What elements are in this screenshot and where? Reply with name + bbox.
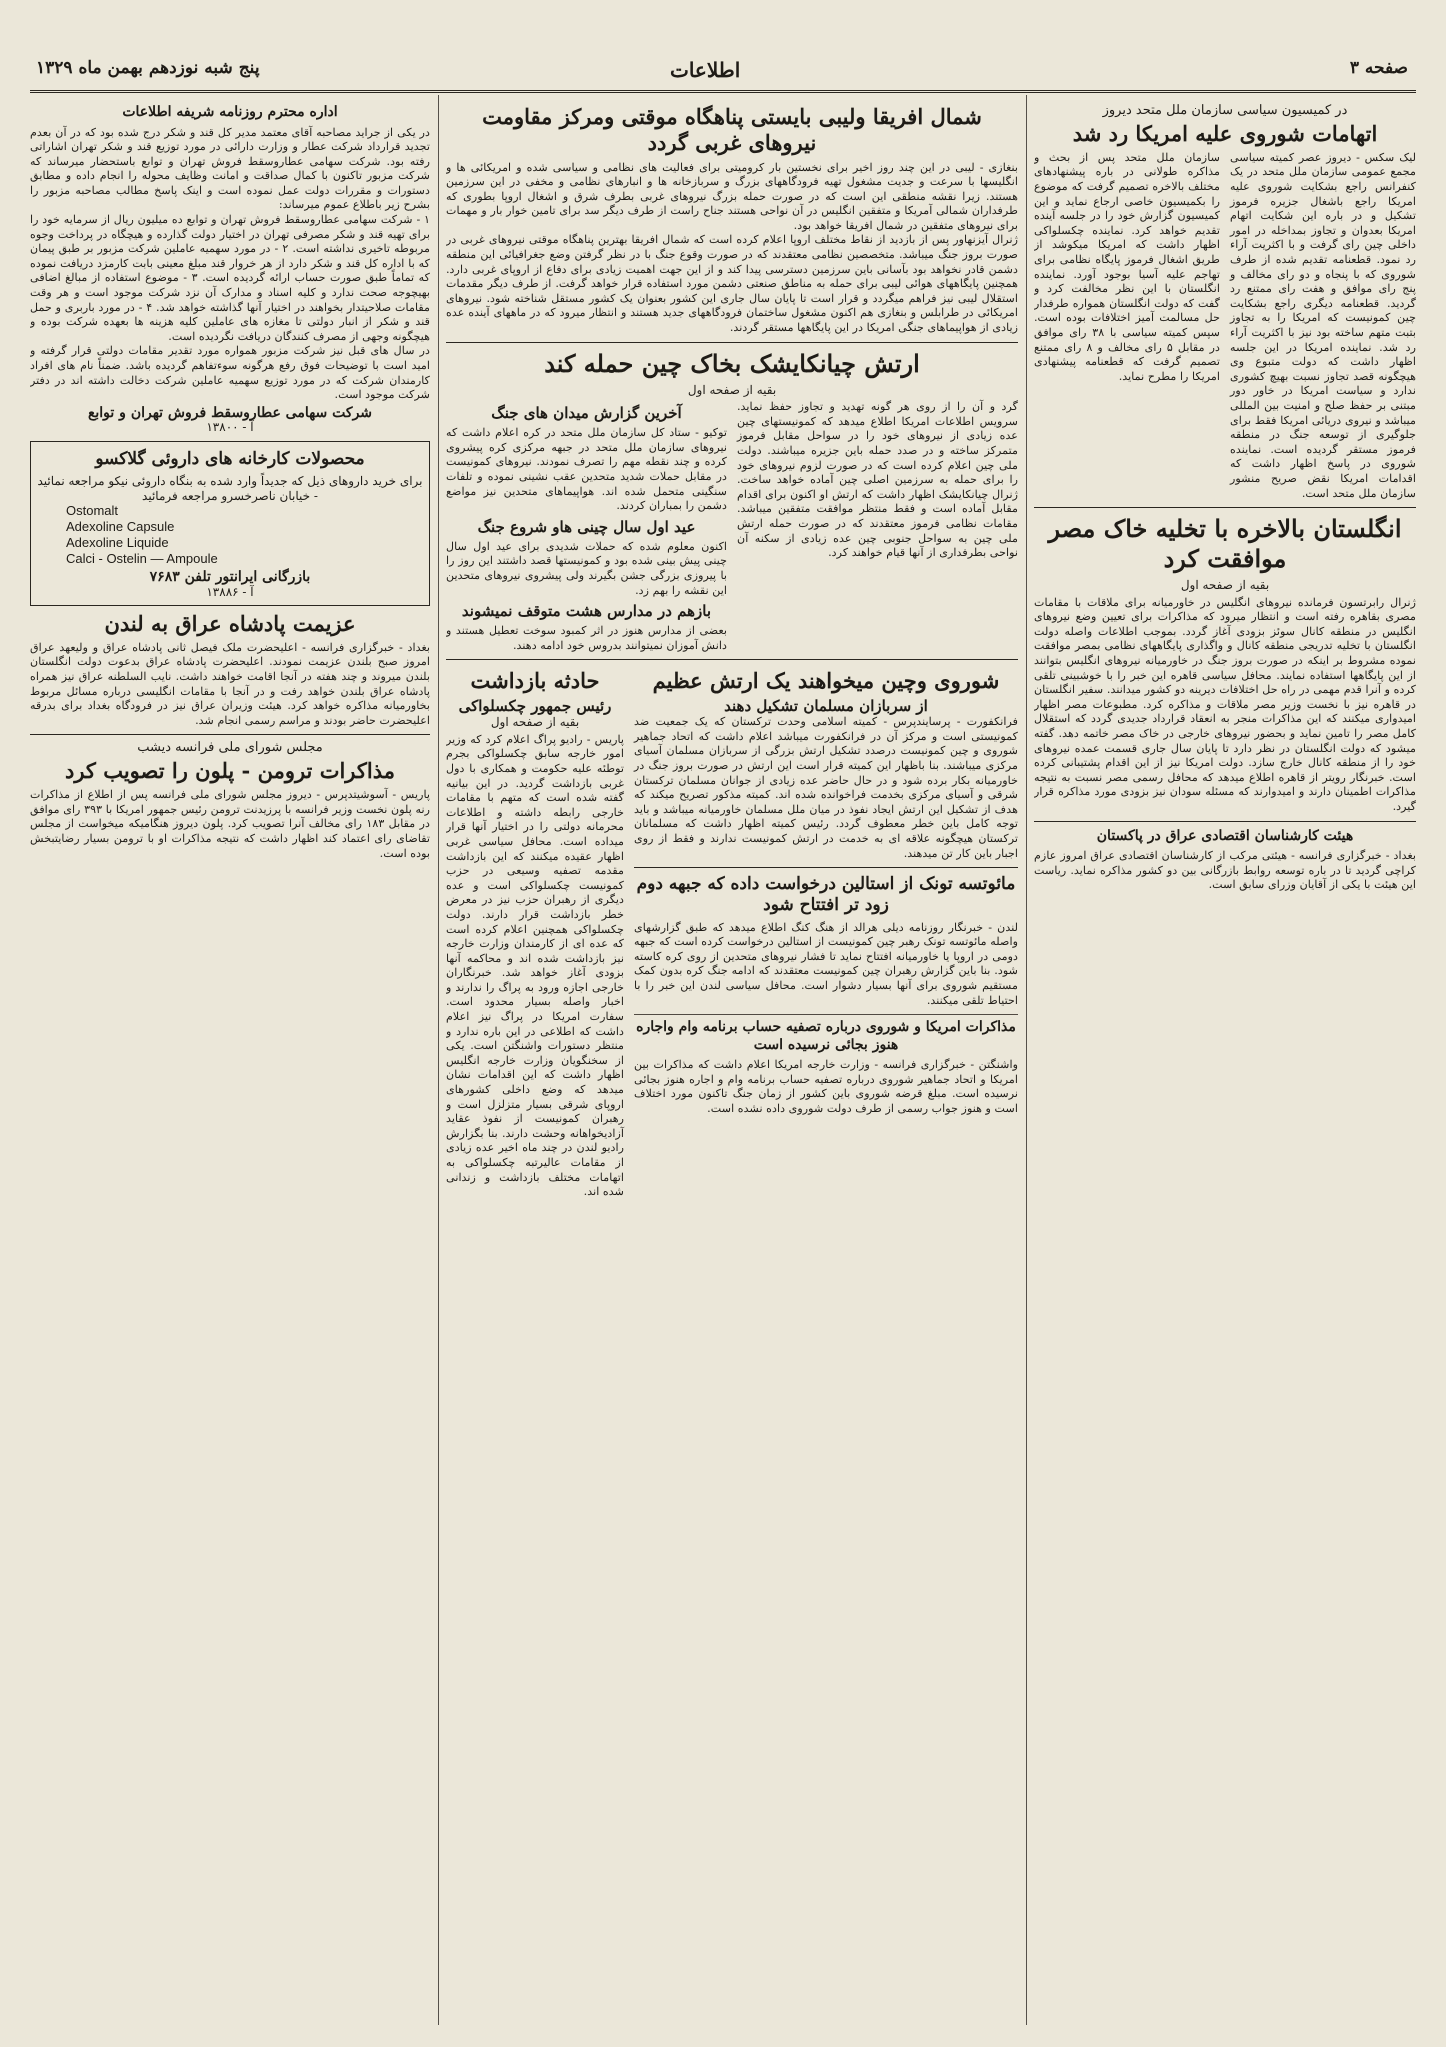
divider xyxy=(634,1014,1018,1015)
article-body xyxy=(1034,596,1416,815)
notice-text: در سال های قبل نیز شرکت مزبور همواره مورد تقدیر مقامات دولتی قرار گرفته و امید است با توضیحات فوق رفع هرگونه سوءتفاهم گردیده باشد. ضمناً نام های افراد کارمندان شرکت که در مورد توزیع سهمیه عاملین شرکت دخالت داشته اند در دفتر شرکت موجود است. xyxy=(30,344,430,402)
paper-name: اطلاعات xyxy=(670,58,741,82)
article-kicker: در کمیسیون سیاسی سازمان ملل متحد دیروز xyxy=(1102,103,1348,118)
article-text: بنغازی - لیبی در این چند روز اخیر برای نخستین بار کرومیتی برای فعالیت های نظامی و سیاسی شده و امریکائی ها و انگلیسها با سرعت و جدیت مشغول تهیه فرودگاههای بزرگ و سربازخانه ها و انبارهای نظامی و مخفی در این سرزمین هستند. زیرا نقشه منطقی این است که در صورت حمله بزرگ نیروهای غربی بطرف شرق و اشغال اروپا بطوری که طرفداران شمالی آمریکا و متفقین انگلیس در آن نواحی هستند جناح راست از طرف دیگر سد برای تامین خوار بار و مهمات برای نیروهای متفقین در شمال افریقا خواهد بود. xyxy=(446,160,1018,232)
article-headline: شوروی وچین میخواهند یک ارتش عظیم xyxy=(652,668,1000,694)
article-text: فرانکفورت - پرسایندپرس - کمیته اسلامی وحدت ترکستان که یک جمعیت ضد کمونیستی است و مرکز آن در فرانکفورت میباشد اعلام داشت که اتحاد جماهیر شوروی و چین کمونیست درصدد تشکیل ارتش بزرگی از سربازان مسلمان آسیای مرکزی میباشند. بنا باظهار این کمیته قرار است این ارتش در صورت بروز جنگ در خاورمیانه بکار برده شود و در حال حاضر عده زیادی از جوانان مسلمان ترکستان شرقی و آسیای مرکزی بخدمت فراخوانده شده اند. کمیته مذکور تصریح میکند که هدف از تشکیل این ارتش ایجاد نفوذ در میان ملل مسلمان خاورمیانه میباشد و باید توجه کامل باین خطر معطوف گردد. رئیس کمیته اظهار داشت که مسلمانان ترکستان هیچگونه علاقه ای به خدمت در ارتش کمونیست ندارند و فقط از روی اجبار باین کار تن میدهند. xyxy=(634,715,1018,860)
ad-product-list xyxy=(36,503,424,567)
article-kicker: مجلس شورای ملی فرانسه دیشب xyxy=(137,740,323,756)
center-lower xyxy=(446,666,1018,1205)
ad-footer: بازرگانی ایرانتور تلفن ۷۶۸۳ xyxy=(149,569,311,586)
divider xyxy=(30,734,430,735)
subheadline: عید اول سال چینی هاو شروع جنگ xyxy=(477,517,696,536)
article-headline: اتهامات شوروی علیه امریکا رد شد xyxy=(1072,120,1378,146)
divider xyxy=(446,342,1018,343)
article-arrest xyxy=(446,668,624,1199)
notice-text: ۱ - شرکت سهامی عطاروسقط فروش تهران و توابع ده میلیون ریال از سرمایه خود را برای تهیه قند و شکر مصرفی تهران در اختیار دولت گذارده و هیچگاه در پرداخت وجوه مربوطه تاخیری نداشته است. ۲ - در مورد سهمیه عاملین شرکت مزبور بر طبق پیمان که با اداره کل قند و شکر دارد از هر خروار قند مبلغ معینی بابت کارمزد دریافت نموده که تماماً طبق صورت حساب ارائه گردیده است. ۳ - موضوع استفاده از مبالغ اضافی بهیچوجه صحت ندارد و کلیه اسناد و مدارک آن نزد شرکت موجود است و هر وقت مقامات صلاحیتدار بخواهند در اختیار آنها گذاشته خواهد شد. ۴ - در مورد باربری و حمل قند و شکر از انبار دولتی تا مغازه های عاملین کلیه هزینه ها بعهده شرکت بوده و هیچگونه وجهی از مصرف کنندگان دریافت نگردیده است. xyxy=(30,213,430,343)
article-mao xyxy=(634,874,1018,1008)
masthead xyxy=(30,50,1416,93)
article-text: پاریس - رادیو پراگ اعلام کرد که وزیر امور خارجه سابق چکسلواکی بجرم توطئه علیه حکومت و همکاری با دول غربی بازداشت گردید. در این بیانیه گفته شده است که متهم با مقامات خارجی رابطه داشته و اطلاعات محرمانه دولتی را در اختیار آنها قرار میداده است. محافل سیاسی غربی اظهار عقیده میکنند که این بازداشت مقدمه تصفیه وسیعی در حزب کمونیست چکسلواکی است و عده دیگری از رهبران حزب نیز در معرض خطر بازداشت قرار دارند. دولت چکسلواکی همچنین اعلام کرده است که عده ای از کارمندان وزارت خارجه نیز بازداشت شده اند و محاکمه آنها بزودی آغاز خواهد شد. خبرنگاران خارجی اجازه ورود به پراگ را ندارند و اخبار واصله بسیار محدود است. سفارت امریکا در پراگ نیز اعلام داشت که اطلاعی در این باره ندارد و منتظر دستورات واشنگتن است. یکی از سخنگویان وزارت خارجه انگلیس اظهار داشت که این اقدامات نشان میدهد که وضع داخلی کشورهای اروپای شرقی بسیار متزلزل است و رهبران کمونیست از نفوذ عقاید آزادیخواهانه وحشت دارند. بنا بگزارش رادیو لندن در چند ماه اخیر عده زیادی از مقامات عالیرتبه چکسلواکی به اتهامات مختلف بازداشت و زندانی شده اند. xyxy=(446,732,624,1199)
article-headline: حادثه بازداشت xyxy=(470,668,600,694)
article-headline: عزیمت پادشاه عراق به لندن xyxy=(104,610,356,636)
article-chiang xyxy=(446,349,1018,654)
divider xyxy=(1034,821,1416,822)
article-dateline: بقیه از صفحه اول xyxy=(687,382,777,397)
article-headline: شمال افریقا ولیبی بایستی پناهگاه موقتی ومرکز مقاومت نیروهای غربی گردد xyxy=(482,104,982,156)
column-1 xyxy=(1034,102,1416,2027)
divider xyxy=(1034,507,1416,508)
article-lend-lease xyxy=(634,1019,1018,1116)
notice-sugar-company xyxy=(30,104,430,435)
article-text: گرد و آن را از روی هر گونه تهدید و تجاوز حفظ نماید. سرویس اطلاعات امریکا اطلاع میدهد که کمونیستهای چین عده زیادی از نیروهای خود را در سواحل مقابل فرموز متمرکز ساخته و در صدد حمله باین جزیره میباشند. دولت ملی چین اعلام کرده است که در صورت لزوم نیروهای خود را برای حمله به سرزمین اصلی چین آماده خواهد ساخت. ژنرال چیانکایشک اظهار داشت که ارتش او اکنون برای اقدام مقابل آماده است و فقط منتظر موافقت متفقین میباشد. مقامات نظامی فرموز معتقدند که در صورت حمله ارتش ملی چین به سواحل جنوبی چین عده زیادی از سکنه آن نواحی بطرفداری از آنها قیام خواهند کرد. xyxy=(737,400,1018,560)
column-rule xyxy=(1026,95,1027,2025)
article-egypt xyxy=(1034,514,1416,815)
article-subheadline: از سربازان مسلمان تشکیل دهند xyxy=(724,696,928,715)
notice-reference: آ - ۱۳۸۰۰ xyxy=(206,420,254,435)
article-text: اکنون معلوم شده که حملات شدیدی برای عید اول سال چینی پیش بینی شده بود و کمونیستها قصد داشتند این روز را با پیروزی بزرگی جشن بگیرند ولی پیشروی نیروهای متحدین این نقشه را بهم زد. xyxy=(446,539,727,597)
ad-headline: محصولات کارخانه های داروئی گلاکسو xyxy=(95,448,365,469)
article-text: بغداد - خبرگزاری فرانسه - هیئتی مرکب از کارشناسان اقتصادی عراق امروز عازم کراچی گردید تا در باره توسعه روابط بازرگانی بین دو کشور مذاکره نماید. ریاست این هیئت با یکی از آقایان وزرای سابق است. xyxy=(1034,849,1416,892)
divider xyxy=(446,659,1018,660)
subheadline: آخرین گزارش میدان های جنگ xyxy=(491,404,682,423)
article-dateline: بقیه از صفحه اول xyxy=(490,715,580,730)
column-4 xyxy=(30,102,430,2027)
subheadline: بازهم در مدارس هشت متوقف نمیشوند xyxy=(461,602,712,621)
article-text: لیک سکس - دیروز عصر کمیته سیاسی مجمع عمومی سازمان ملل متحد در یک کنفرانس راجع بشکایت شوروی علیه امریکا راجع باشغال جزیره فرموز تشکیل و در باره این شکایت اتهام امریکا بعدوان و تجاوز بمداخله در امور داخلی چین رای گرفت و با اکثریت آراء رد نمود. قطعنامه تقدیم شده از طرف شوروی که با پنجاه و دو رای مخالف و پنج رای موافق و هفت رای ممتنع رد گردید. قطعنامه دیگری راجع بشکایت چین کمونیست که امریکا را به تجاوز بتبت متهم ساخته بود نیز با اکثریت آراء رد شد. نماینده امریکا در این جلسه اظهار داشت که دولت متبوع وی هیچگونه قصد تجاوز نسبت بهیچ کشوری ندارد و سیاست امریکا در خاور دور مبتنی بر حفظ صلح و امنیت بین المللی میباشد و نیروی دریائی امریکا فقط برای جلوگیری از توسعه جنگ در منطقه فرموز مستقر گردیده است. نماینده شوروی در پاسخ اظهار داشت که اقدامات امریکا نقض صریح منشور سازمان ملل متحد است. xyxy=(1230,150,1416,500)
article-body xyxy=(1034,151,1416,501)
article-headline: ارتش چیانکایشک بخاک چین حمله کند xyxy=(544,348,920,378)
article-muslim-army xyxy=(634,668,1018,861)
article-text: بغداد - خبرگزاری فرانسه - اعلیحضرت ملک فیصل ثانی پادشاه عراق و ولیعهد عراق امروز صبح بلندن عزیمت نمودند. اعلیحضرت پادشاه عراق بدعوت دولت انگلستان بلندن میروند و چند هفته در آنجا اقامت خواهند داشت. نایب السلطنه عراق نیز همراه پادشاه عراق بلندن خواهد رفت و در آنجا با مقامات انگلیسی درباره مسائل مربوط بخاورمیانه مذاکره خواهد کرد. هیئت وزیران عراق نیز در فرودگاه بغداد برای بدرقه اعلیحضرت حاضر بودند و مراسم رسمی انجام شد. xyxy=(30,640,430,727)
glaxo-ad xyxy=(30,441,430,606)
article-subheadline: رئیس جمهور چکسلواکی xyxy=(458,696,612,715)
ad-product: Ostomalt xyxy=(66,503,119,519)
divider xyxy=(634,867,1018,868)
ad-product: Adexoline Liquide xyxy=(66,535,169,551)
page-label: صفحه ۳ xyxy=(1349,58,1408,78)
article-text: واشنگتن - خبرگزاری فرانسه - وزارت خارجه امریکا اعلام داشت که مذاکرات بین امریکا و اتحاد جماهیر شوروی درباره تصفیه حساب برنامه وام و اجاره هنوز بجائی نرسیده است. مبلغ قرضه شوروی باین کشور از زمان جنگ تاکنون مورد اختلاف است و هنوز جواب رسمی از طرف دولت شوروی داده نشده است. xyxy=(634,1058,1018,1115)
notice-text: در یکی از جراید مصاحبه آقای معتمد مدیر کل قند و شکر درج شده بود که در آن بعدم تجدید قرارداد شرکت عطار و وزارت دارائی در مورد توزیع قند و شکر تهران اشاراتی رفته بود. شرکت سهامی عطاروسقط فروش تهران و توابع باستحضار میرساند که شرکت مزبور تاکنون با کمال صداقت و امانت وظایف محوله را انجام داده و مطابق دستورات و مقررات دولت عمل نموده است و اینک پاسخ مطالب مصاحبه مزبور را بشرح زیر باطلاع عموم میرساند: xyxy=(30,125,430,212)
article-text: پاریس - آسوشیتدپرس - دیروز مجلس شورای ملی فرانسه پس از اطلاع از مذاکرات رنه پلون نخست وزیر فرانسه با پرزیدنت ترومن رئیس جمهور امریکا با ۳۹۳ رای موافق در مقابل ۱۸۳ رای مخالف آنرا تصویب کرد. پلون دیروز هنگامیکه میخواست از مجلس تقاضای رای اعتماد کند اظهار داشت که نتیجه مذاکرات او با ترومن بسیار رضایتبخش بوده است. xyxy=(30,788,430,860)
ad-intro: برای خرید داروهای ذیل که جدیداً وارد شده به بنگاه داروئی نیکو مراجعه نمائید - خیابان ناصرخسرو مراجعه فرمائید xyxy=(37,474,423,503)
article-text: لندن - خبرنگار روزنامه دیلی هرالد از هنگ کنگ اطلاع میدهد که طبق گزارشهای واصله مائوتسه تونک رهبر چین کمونیست از استالین درخواست کرده است که جبهه دومی در اروپا یا خاورمیانه افتتاح نماید تا فشار نیروهای متحدین از روی کره کاسته شود. بنا باین گزارش رهبران چین کمونیست معتقدند که ادامه جنگ کره بدون کمک مستقیم شوروی برای آنها بسیار دشوار است. محافل سیاسی لندن این خبر را با احتیاط تلقی میکنند. xyxy=(634,920,1018,1007)
article-text: بعضی از مدارس هنوز در اثر کمبود سوخت تعطیل هستند و دانش آموزان نمیتوانند بدروس خود ادامه دهند. xyxy=(446,624,727,652)
article-text: سازمان ملل متحد پس از بحث و مذاکره طولانی در باره پیشنهادهای مختلف بالاخره تصمیم گرفت که موضوع را بکمیسیون خاصی ارجاع نماید و این کمیسیون گزارش خود را در جلسه آینده تقدیم خواهد کرد. نماینده چکسلواکی اظهار داشت که امریکا میکوشد از طریق اشغال فرموز پایگاه نظامی برای تهاجم علیه آسیا بوجود آورد. نماینده انگلستان با این نظر مخالفت کرد و گفت که دولت انگلستان همواره طرفدار حل مسالمت آمیز اختلافات بوده است. سپس کمیته سیاسی با ۳۸ رای موافق در مقابل ۵ رای مخالف و ۸ رای ممتنع تصمیم گرفت که قطعنامه پیشنهادی امریکا را مطرح نماید. xyxy=(1034,150,1220,383)
article-headline: انگلستان بالاخره با تخلیه خاک مصر موافقت کرد xyxy=(1048,514,1402,574)
article-france xyxy=(30,741,430,861)
article-text: ژنرال آیزنهاور پس از بازدید از نقاط مختلف اروپا اعلام کرده است که شمال افریقا بهترین پناهگاه موقتی نیروهای غربی در صورت بروز جنگ میباشد. متخصصین نظامی معتقدند که در صورت وقوع جنگ با در نظر گرفتن وضع جغرافیائی این منطقه دشمن قادر نخواهد بود بآسانی باین سرزمین دسترسی پیدا کند و از این جهت اهمیت زیادی برای دفاع از اروپای غربی دارد. همچنین پایگاههای هوائی لیبی برای حمله به مناطق صنعتی دشمن مورد استفاده قرار خواهد گرفت. از طرف دیگر مقدمات استقلال لیبی نیز فراهم میگردد و قرار است تا پایان سال جاری این کشور بعنوان یک کشور مستقل شناخته شود. نیروهای امریکائی در طرابلس و بنغازی هم اکنون مشغول ساختمان فرودگاههای جدید هستند و انتظار میرود که در ماههای آینده عده زیادی از هواپیماهای جنگی امریکا در این پایگاهها مستقر گردند. xyxy=(446,233,1018,335)
article-text: ژنرال رابرتسون فرمانده نیروهای انگلیس در خاورمیانه برای ملاقات با مقامات مصری بقاهره رفته است و انتظار میرود که مذاکرات برای تعیین وضع نیروهای انگلیس در منطقه کانال سوئز بزودی آغاز گردد. بموجب اطلاعات واصله دولت انگلستان با تخلیه تدریجی منطقه کانال و واگذاری پایگاههای نظامی بمصر موافقت نموده مشروط بر اینکه در صورت بروز جنگ در خاورمیانه نیروهای انگلیس بتوانند از این پایگاهها استفاده نمایند. محافل سیاسی قاهره این خبر را با خوشبینی تلقی کرده و آنرا قدم مهمی در راه حل اختلافات دیرینه دو کشور میدانند. سفیر انگلستان در قاهره نیز با نخست وزیر مصر ملاقات و مذاکره کرد. مطبوعات مصر اظهار امیدواری میکنند که این مذاکرات منجر به انعقاد قرارداد جدیدی گردد که استقلال کامل مصر را تامین نماید و بحضور نیروهای خارجی در خاک مصر خاتمه دهد. گفته میشود که دولت انگلستان در نظر دارد تا پایان سال جاری قسمت عمده نیروهای خود را از منطقه کانال خارج سازد. دولت امریکا نیز از این اقدام پشتیبانی کرده است. خبرنگار رویتر از قاهره اطلاع میدهد که محافل رسمی مصر نسبت به نتیجه مذاکرات اطمینان دارند و امیدوارند که مسئله سودان نیز بزودی مورد مذاکره قرار گیرد. xyxy=(1034,595,1416,813)
article-body xyxy=(446,400,1018,653)
ad-product: Calci - Ostelin — Ampoule xyxy=(66,551,218,567)
article-north-africa xyxy=(446,104,1018,336)
article-dateline: بقیه از صفحه اول xyxy=(1180,578,1270,593)
article-headline: هیئت کارشناسان اقتصادی عراق در پاکستان xyxy=(1096,827,1354,844)
notice-heading: اداره محترم روزنامه شریفه اطلاعات xyxy=(122,104,338,120)
notice-signature: شرکت سهامی عطاروسقط فروش تهران و توابع xyxy=(87,404,373,421)
article-headline: مذاکرات ترومن - پلون را تصویب کرد xyxy=(64,758,396,783)
article-iraq-pakistan xyxy=(1034,828,1416,893)
issue-date: پنج شبه نوزدهم بهمن ماه ۱۳۲۹ xyxy=(36,58,260,78)
center-area xyxy=(446,102,1018,2027)
article-formosa xyxy=(1034,104,1416,501)
ad-reference: آ - ۱۳۸۸۶ xyxy=(206,585,254,599)
article-headline: مائوتسه تونک از استالین درخواست داده که جبهه دوم زود تر افتتاح شود xyxy=(636,874,1016,916)
column-rule xyxy=(438,95,439,2025)
article-text: توکیو - ستاد کل سازمان ملل متحد در کره اعلام داشت که نیروهای سازمان ملل متحد در جبهه مرکزی کره پیشروی کرده و چند نقطه مهم را تصرف نمودند. نیروهای کمونیست در مقابل حملات شدید متحدین عقب نشینی نموده و تلفات سنگینی متحمل شده اند. هواپیماهای متحدین نیز مواضع دشمن را بمباران کردند. xyxy=(446,426,727,513)
article-iraq-king xyxy=(30,611,430,729)
article-headline: مذاکرات امریکا و شوروی درباره تصفیه حساب برنامه وام واجاره هنوز بجائی نرسیده است xyxy=(636,1019,1016,1053)
ad-product: Adexoline Capsule xyxy=(66,519,175,535)
